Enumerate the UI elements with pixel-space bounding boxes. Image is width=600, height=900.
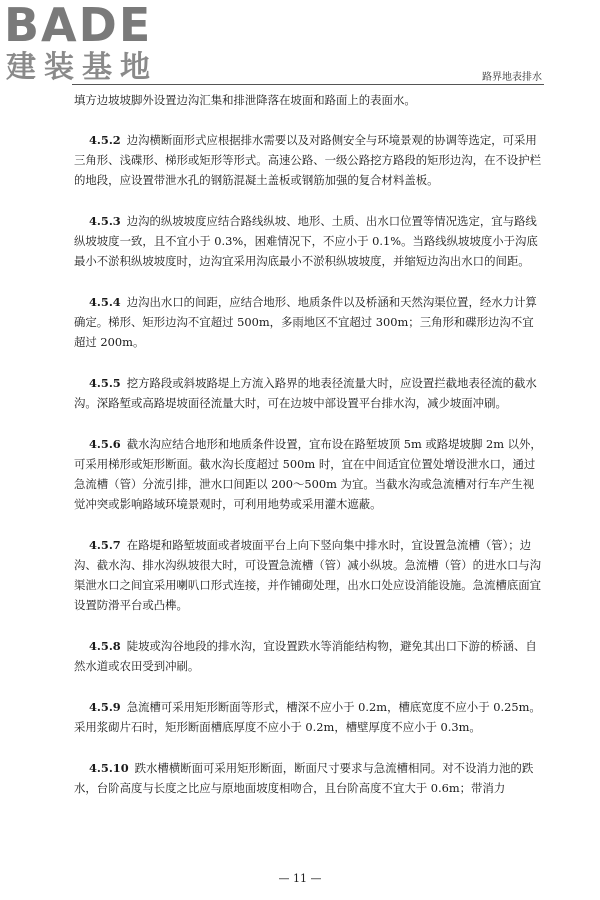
clause-text: 挖方路段或斜坡路堤上方流入路界的地表径流量大时，应设置拦截地表径流的截水沟。深路堑或高路堤坡面径流量大时，可在边坡中部设置平台排水沟，减少坡面冲刷。 [74,376,537,410]
clause-number: 4.5.7 [89,538,121,552]
clause-text: 边沟的纵坡坡度应结合路线纵坡、地形、土质、出水口位置等情况选定，宜与路线纵坡坡度一致，且不宜小于 0.3%，困难情况下，不应小于 0.1%。当路线纵坡坡度小于沟底最小不淤积纵坡坡度时，边沟宜采用沟底最小不淤积纵坡坡度，并缩短边沟出水口的间距。 [74,214,538,268]
header-divider [72,84,544,85]
clause-number: 4.5.4 [89,295,121,309]
clause-text: 急流槽可采用矩形断面等形式，槽深不应小于 0.2m，槽底宽度不应小于 0.25m。采用浆砌片石时，矩形断面槽底厚度不应小于 0.2m，槽壁厚度不应小于 0.3m。 [74,700,541,734]
clause-4-5-6 [74,434,544,514]
clause-number: 4.5.10 [89,761,129,775]
clause-number: 4.5.8 [89,639,121,653]
clause-4-5-5 [74,373,544,413]
clause-text: 边沟横断面形式应根据排水需要以及对路侧安全与环境景观的协调等选定，可采用三角形、浅碟形、梯形或矩形等形式。高速公路、一级公路挖方路段的矩形边沟，在不设护栏的地段，应设置带泄水孔的钢筋混凝土盖板或钢筋加强的复合材料盖板。 [74,133,542,187]
clause-4-5-9 [74,697,544,737]
clause-number: 4.5.3 [89,214,121,228]
clause-number: 4.5.5 [89,376,121,390]
clause-4-5-7 [74,535,544,615]
page-body [74,90,544,819]
clause-text: 陡坡或沟谷地段的排水沟，宜设置跌水等消能结构物，避免其出口下游的桥涵、自然水道或农田受到冲刷。 [74,639,537,673]
clause-4-5-10 [74,758,544,798]
lead-paragraph: 填方边坡坡脚外设置边沟汇集和排泄降落在坡面和路面上的表面水。 [74,93,416,107]
clause-4-5-8 [74,636,544,676]
clause-text: 在路堤和路堑坡面或者坡面平台上向下竖向集中排水时，宜设置急流槽（管）；边沟、截水沟、排水沟纵坡很大时，可设置急流槽（管）减小纵坡。急流槽（管）的进水口与沟渠泄水口之间宜采用喇叭口形式连接，并作铺砌处理，出水口处应设消能设施。急流槽底面宜设置防滑平台或凸榫。 [74,538,542,612]
clause-number: 4.5.2 [89,133,121,147]
clause-number: 4.5.6 [89,437,121,451]
clause-4-5-4 [74,292,544,352]
clause-text: 截水沟应结合地形和地质条件设置，宜布设在路堑坡顶 5m 或路堤坡脚 2m 以外，可采用梯形或矩形断面。截水沟长度超过 500m 时，宜在中间适宜位置处增设泄水口，通过急流槽（管）分流引排，泄水口间距以 200～500m 为宜。当截水沟或急流槽对行车产生视觉冲突或影响路域环境景观时，可利用地势或采用灌木遮蔽。 [74,437,542,511]
clause-number: 4.5.9 [89,700,121,714]
clause-text: 跌水槽横断面可采用矩形断面，断面尺寸要求与急流槽相同。对不设消力池的跌水，台阶高度与长度之比应与原地面坡度相吻合，且台阶高度不宜大于 0.6m；带消力 [74,761,534,795]
running-head-title: 路界地表排水 [482,72,542,83]
page-number: — 11 — [278,872,322,885]
logo-brand-text: BADE [4,0,153,52]
brand-logo [4,2,204,94]
clause-4-5-2 [74,130,544,190]
clause-text: 边沟出水口的间距，应结合地形、地质条件以及桥涵和天然沟渠位置，经水力计算确定。梯形、矩形边沟不宜超过 500m，多雨地区不宜超过 300m；三角形和碟形边沟不宜超过 200m。 [74,295,537,349]
logo-subtitle: 建装基地 [6,50,158,85]
clause-4-5-3 [74,211,544,271]
